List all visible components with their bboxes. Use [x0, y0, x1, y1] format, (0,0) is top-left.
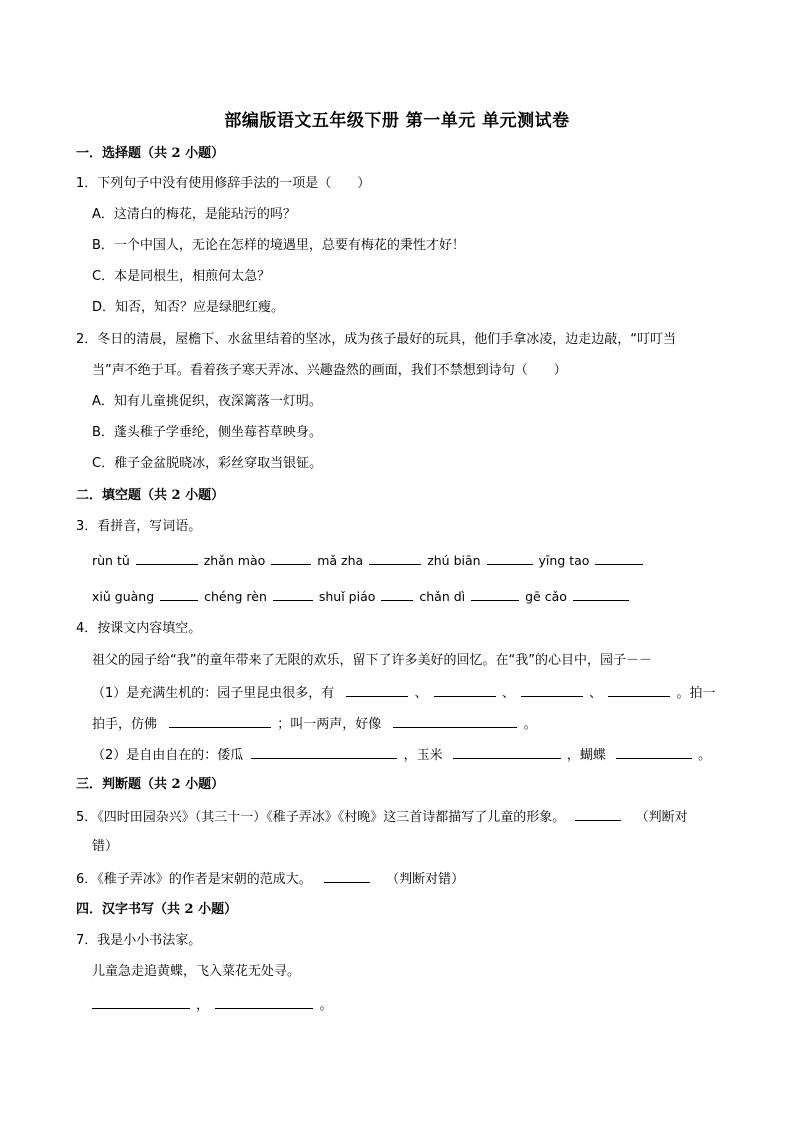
- answer-blank[interactable]: [608, 684, 670, 697]
- question-5-note: （判断对: [635, 810, 688, 825]
- separator-text: 、: [589, 686, 603, 701]
- question-2-option-a: A．知有儿童挑促织，夜深篱落一灯明。: [92, 394, 322, 409]
- pinyin-item: xiǔ guàng: [92, 589, 155, 604]
- question-4-part-1-line-2: [92, 715, 537, 733]
- answer-blank[interactable]: [215, 996, 313, 1009]
- answer-blank[interactable]: [595, 552, 643, 565]
- section-heading-judge: 三．判断题（共 2 小题）: [76, 777, 225, 792]
- question-4-text: （2）是自由自在的：倭瓜: [92, 748, 244, 763]
- answer-blank[interactable]: [521, 684, 583, 697]
- answer-blank[interactable]: [471, 588, 519, 601]
- separator-text: 、: [501, 686, 515, 701]
- answer-blank[interactable]: [487, 552, 533, 565]
- pinyin-item: zhǎn mào: [203, 553, 266, 568]
- question-4-text: （1）是充满生机的：园子里昆虫很多，有: [92, 686, 335, 701]
- question-7-answer-line: [92, 996, 332, 1014]
- question-6-text: 6．《稚子弄冰》的作者是宋朝的范成大。: [76, 872, 312, 887]
- question-4-paragraph-intro: 祖父的园子给“我”的童年带来了无限的欢乐，留下了许多美好的回忆。在“我”的心目中，园子－－: [92, 653, 652, 668]
- question-1-stem: 1．下列句子中没有使用修辞手法的一项是（ ）: [76, 176, 371, 191]
- answer-blank[interactable]: [616, 746, 692, 759]
- question-4-part-1-line-1: [92, 684, 715, 702]
- answer-blank[interactable]: [324, 870, 370, 883]
- answer-blank[interactable]: [169, 715, 271, 728]
- pinyin-row-2: [92, 588, 631, 605]
- answer-blank[interactable]: [369, 552, 421, 565]
- pinyin-item: yīng tao: [538, 553, 590, 568]
- answer-blank[interactable]: [160, 588, 198, 601]
- question-5-line-1: [76, 808, 688, 826]
- question-4-text: ，玉米: [403, 748, 443, 763]
- answer-blank[interactable]: [136, 552, 198, 565]
- question-2-stem-line-2: 当”声不绝于耳。看着孩子寒天弄冰、兴趣盎然的画面，我们不禁想到诗句（ ）: [92, 363, 567, 378]
- page-title: 部编版语文五年级下册 第一单元 单元测试卷: [224, 111, 570, 131]
- answer-blank[interactable]: [92, 996, 190, 1009]
- question-1-option-b: B．一个中国人，无论在怎样的境遇里，总要有梅花的秉性才好！: [92, 238, 465, 253]
- pinyin-row-1: [92, 552, 645, 569]
- question-7-stem: 7．我是小小书法家。: [76, 933, 202, 948]
- question-4-part-2: [92, 746, 711, 764]
- answer-blank[interactable]: [393, 715, 517, 728]
- pinyin-item: zhú biān: [427, 553, 481, 568]
- section-heading-fill: 二．填空题（共 2 小题）: [76, 488, 225, 503]
- question-1-option-d: D．知否，知否？应是绿肥红瘦。: [92, 300, 285, 315]
- question-3-stem: 3．看拼音，写词语。: [76, 519, 202, 534]
- question-2-stem-line-1: 2．冬日的清晨，屋檐下、水盆里结着的坚冰，成为孩子最好的玩具，他们手拿冰凌，边走边敲，“叮叮当: [76, 332, 677, 347]
- question-5-text: 5．《四时田园杂兴》（其三十一）《稚子弄冰》《村晚》这三首诗都描写了儿童的形象。: [76, 810, 566, 825]
- pinyin-item: mǎ zha: [317, 553, 364, 568]
- question-4-text: 拍手，仿佛: [92, 717, 158, 732]
- pinyin-item: chéng rèn: [204, 589, 267, 604]
- answer-blank[interactable]: [453, 746, 561, 759]
- question-1-option-c: C．本是同根生，相煎何太急？: [92, 269, 271, 284]
- pinyin-item: chǎn dì: [419, 589, 466, 604]
- question-7-poem: 儿童急走追黄蝶，飞入菜花无处寻。: [92, 964, 301, 979]
- period-text: 。: [319, 998, 333, 1013]
- section-heading-choice: 一．选择题（共 2 小题）: [76, 146, 225, 161]
- question-1-option-a: A．这清白的梅花，是能玷污的吗？: [92, 207, 296, 222]
- comma-text: ，: [196, 998, 210, 1013]
- question-4-text: 。: [523, 717, 537, 732]
- question-4-text: 。拍一: [676, 686, 716, 701]
- pinyin-item: gē cǎo: [525, 589, 567, 604]
- question-6: [76, 870, 464, 888]
- answer-blank[interactable]: [381, 588, 413, 601]
- separator-text: 、: [414, 686, 428, 701]
- question-4-stem: 4．按课文内容填空。: [76, 621, 202, 636]
- question-2-option-b: B．蓬头稚子学垂纶，侧坐莓苔草映身。: [92, 425, 322, 440]
- answer-blank[interactable]: [346, 684, 408, 697]
- answer-blank[interactable]: [251, 746, 397, 759]
- question-4-text: ；叫一两声，好像: [277, 717, 382, 732]
- answer-blank[interactable]: [273, 588, 313, 601]
- question-4-text: ，蝴蝶: [566, 748, 606, 763]
- question-2-option-c: C．稚子金盆脱晓冰，彩丝穿取当银钲。: [92, 456, 323, 471]
- section-heading-writing: 四．汉字书写（共 2 小题）: [76, 902, 238, 917]
- answer-blank[interactable]: [573, 588, 629, 601]
- pinyin-item: rùn tǔ: [92, 553, 130, 568]
- answer-blank[interactable]: [271, 552, 311, 565]
- answer-blank[interactable]: [575, 808, 621, 821]
- pinyin-item: shuǐ piáo: [318, 589, 376, 604]
- answer-blank[interactable]: [434, 684, 496, 697]
- question-4-text: 。: [698, 748, 712, 763]
- question-6-note: （判断对错）: [386, 872, 465, 887]
- question-5-line-2: 错）: [92, 839, 119, 854]
